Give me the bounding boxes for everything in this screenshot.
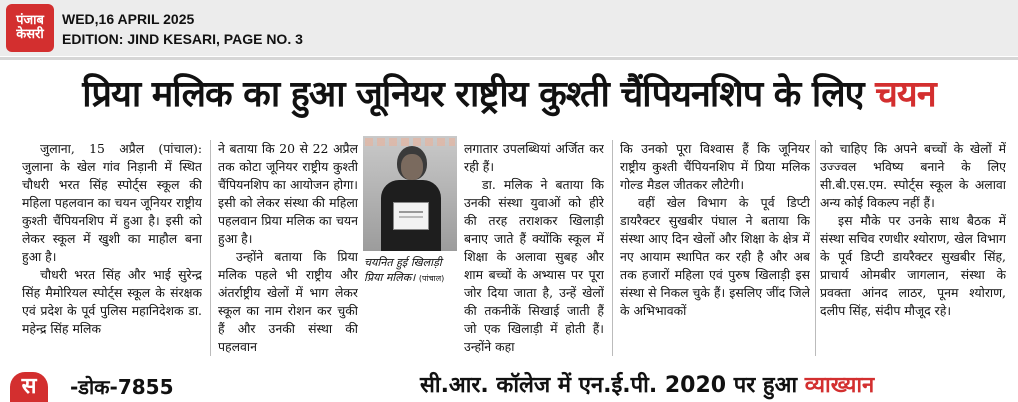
- next-headline-main: सी.आर. कॉलेज में एन.ई.पी. 2020 पर हुआ: [420, 373, 798, 398]
- article-headline: [0, 62, 1018, 128]
- photo-credit: (पांचाल): [418, 274, 445, 283]
- paragraph: उन्होंने बताया कि प्रिया मलिक पहले भी राष्ट्रीय और अंतर्राष्ट्रीय खेलों में भाग लेकर स्कूल का नाम रोशन कर चुकी हैं और उनकी संस्था की पहलवान: [218, 249, 358, 354]
- column-divider: [815, 140, 816, 356]
- caption-text: चयनित हुई खिलाड़ी प्रिया मलिक।: [364, 256, 442, 284]
- paragraph: चौधरी भरत सिंह और भाई सुरेन्द्र सिंह मैमोरियल स्पोर्ट्स स्कूल के संरक्षक एवं प्रदेश के पूर्व पुलिस महानिदेशक डा. महेन्द्र सिंह मलिक: [22, 267, 202, 336]
- header-divider: [0, 57, 1018, 60]
- logo-line-1: पंजाब: [16, 13, 44, 29]
- paragraph: इस मौके पर उनके साथ बैठक में संस्था सचिव रणधीर श्योराण, खेल विभाग के पूर्व डिप्टी डायरैक्टर सुखबीर सिंह, प्राचार्य ओमबीर जागलान, संस्था के प्रवक्ता आंनद लाठर, पूनम श्योराण, दलीप सिंह, संदीप मौजूद रहे।: [820, 213, 1006, 318]
- issue-date: WED,16 APRIL 2025: [62, 11, 195, 27]
- column-divider: [612, 140, 613, 356]
- edition-info: EDITION: JIND KESARI, PAGE NO. 3: [62, 31, 303, 47]
- punjab-kesari-logo: [6, 4, 54, 52]
- headline-highlight: चयन: [875, 74, 936, 115]
- paragraph: कि उनको पूरा विश्वास हैं कि जूनियर राष्ट्रीय कुश्ती चैंपियनशिप में प्रिया मलिक गोल्ड मैडल जीतकर लौटेगी।: [620, 141, 810, 192]
- photo-caption: [364, 255, 458, 286]
- athlete-photo: [363, 136, 457, 251]
- ad-text: -डोक-7855: [70, 375, 174, 399]
- column-divider: [210, 140, 211, 356]
- next-article-headline: [420, 370, 1010, 402]
- photo-backdrop: [365, 138, 455, 146]
- article-column-4: [620, 140, 810, 358]
- paragraph: जुलाना, 15 अप्रैल (पांचाल): जुलाना के खेल गांव निड़ानी में स्थित चौधरी भरत सिंह स्पोर्ट्स स्कूल की महिला पहलवान का चयन जूनियर राष्ट्रीय कुश्ती चैंपियनशिप में हुआ है। इसी को लेकर स्कूल में खुशी का माहौल बना हुआ है।: [22, 141, 202, 264]
- paragraph: ने बताया कि 20 से 22 अप्रैल तक कोटा जूनियर राष्ट्रीय कुश्ती चैंपियनशिप का आयोजन होगा। इसी को लेकर संस्था की महिला पहलवान प्रिया मलिक का चयन हुआ है।: [218, 141, 358, 246]
- photo-figure-face: [401, 154, 423, 180]
- article-column-3: [464, 140, 604, 358]
- certificate-image: [393, 202, 429, 230]
- paragraph: डा. मलिक ने बताया कि उनकी संस्था युवाओं को हीरे की तरह तराशकर खिलाड़ी बनाए जाते हैं क्योंकि स्कूल में शिक्षा के अलावा सुबह और शाम बच्चों के अभ्यास पर पूरा जोर दिया जाता है, उन्हें खेलों की तकनीकें सिखाई जाती हैं जो एक खिलाड़ी में होती हैं। उन्होंने कहा: [464, 177, 604, 354]
- headline-main: प्रिया मलिक का हुआ जूनियर राष्ट्रीय कुश्ती चैंपियनशिप के लिए: [82, 74, 864, 115]
- paragraph: लगातार उपलब्धियां अर्जित कर रही हैं।: [464, 141, 604, 174]
- next-headline-highlight: व्याख्यान: [804, 373, 875, 398]
- article-column-1: [22, 140, 202, 358]
- article-column-2: [218, 140, 358, 358]
- su-badge: स: [10, 372, 48, 402]
- edition-meta: [62, 9, 303, 49]
- article-column-5: [820, 140, 1006, 358]
- paragraph: वहीं खेल विभाग के पूर्व डिप्टी डायरैक्टर सुखबीर पंघाल ने बताया कि संस्था आए दिन खेलों और शिक्षा के क्षेत्र में नए आयाम स्थापित कर रही है और अब तक हजारों महिला एवं पुरुष खिलाड़ी इस संस्था से निकल चुके हैं। इसलिए जींद जिले के अभिभावकों: [620, 195, 810, 318]
- paragraph: को चाहिए कि अपने बच्चों के खेलों में उज्ज्वल भविष्य बनाने के लिए सी.बी.एस.एम. स्पोर्ट्स स्कूल के अलावा अन्य कोई विकल्प नहीं हैं।: [820, 141, 1006, 210]
- logo-line-2: केसरी: [16, 27, 44, 42]
